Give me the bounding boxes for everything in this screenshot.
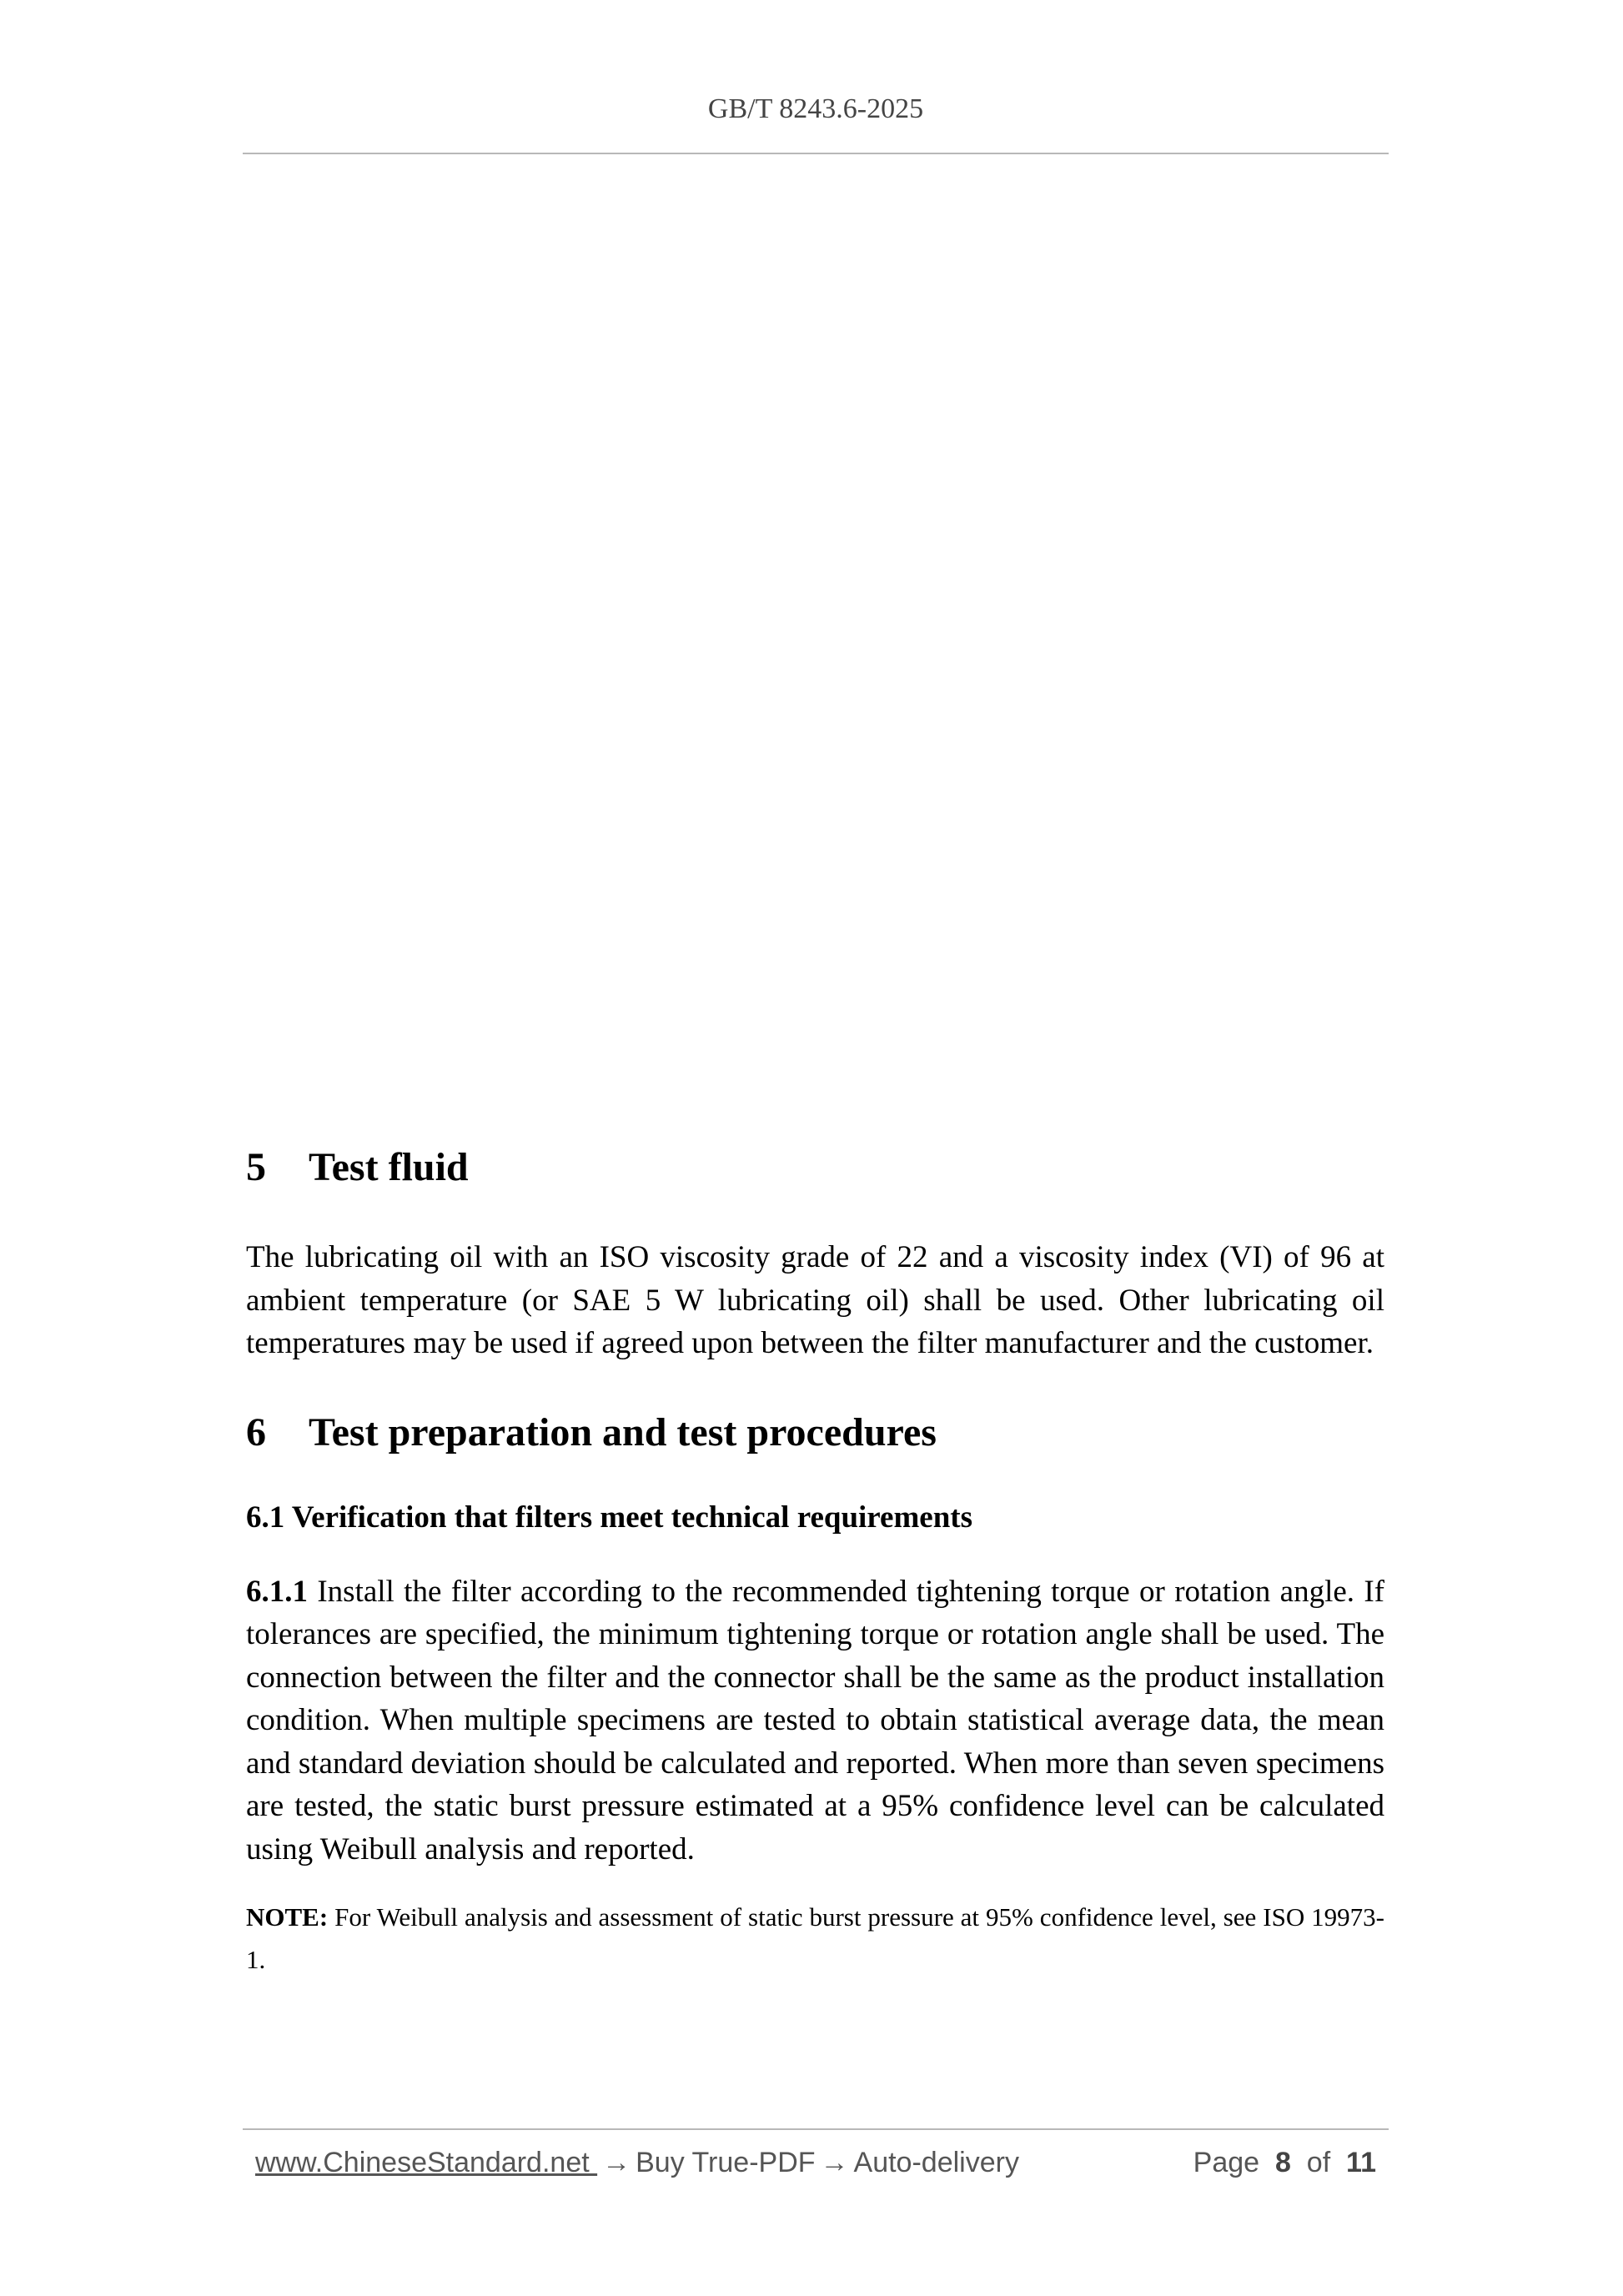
footer-links [255,2147,1019,2179]
page-footer [255,2147,1376,2179]
section-number: 6 [246,1409,266,1454]
page-current: 8 [1274,2147,1291,2178]
header-divider [243,153,1389,154]
document-body [246,1136,1384,1981]
document-header [243,93,1389,125]
page-indicator [1193,2147,1376,2179]
footer-divider [243,2128,1389,2130]
section-title: Test preparation and test procedures [309,1409,937,1454]
note-label: NOTE: [246,1902,329,1932]
subsection-6-1-heading: 6.1 Verification that filters meet technical requirements [246,1500,973,1535]
page-total: 11 [1346,2147,1376,2178]
note [246,1896,1384,1981]
buy-text: Buy True-PDF [636,2147,816,2178]
section-6-heading [246,1401,1384,1465]
clause-label: 6.1.1 [246,1574,308,1609]
note-text: For Weibull analysis and assessment of static burst pressure at 95% confidence level, see ISO 19973-1. [246,1902,1384,1974]
section-5-paragraph: The lubricating oil with an ISO viscosity grade of 22 and a viscosity index (VI) of 96 at ambient temperature (or SAE 5 W lubricating oil) shall be used. Other lubricating oil temperatures may be used if agreed upon between the filter manufacturer and the customer. [246,1240,1384,1360]
arrow-right-icon: → [820,2147,849,2178]
page-of: of [1306,2147,1331,2178]
site-link[interactable]: www.ChineseStandard.net [255,2147,598,2178]
page-label: Page [1193,2147,1260,2178]
clause-text: Install the filter according to the recommended tightening torque or rotation angle. If tolerances are specified, the minimum tightening torque or rotation angle shall be used. The connection between the filter and the connector shall be the same as the product installation condition. When multiple specimens are tested to obtain statistical average data, the mean and standard deviation should be calculated and reported. When more than seven specimens are tested, the static burst pressure estimated at a 95% confidence level can be calculated using Weibull analysis and reported. [246,1574,1385,1866]
section-number: 5 [246,1145,266,1189]
section-title: Test fluid [309,1145,469,1189]
doc-id: GB/T 8243.6-2025 [707,93,924,124]
clause-6-1-1 [246,1570,1384,1871]
section-5-heading [246,1136,1384,1199]
arrow-right-icon: → [602,2147,631,2178]
delivery-text: Auto-delivery [853,2147,1019,2178]
